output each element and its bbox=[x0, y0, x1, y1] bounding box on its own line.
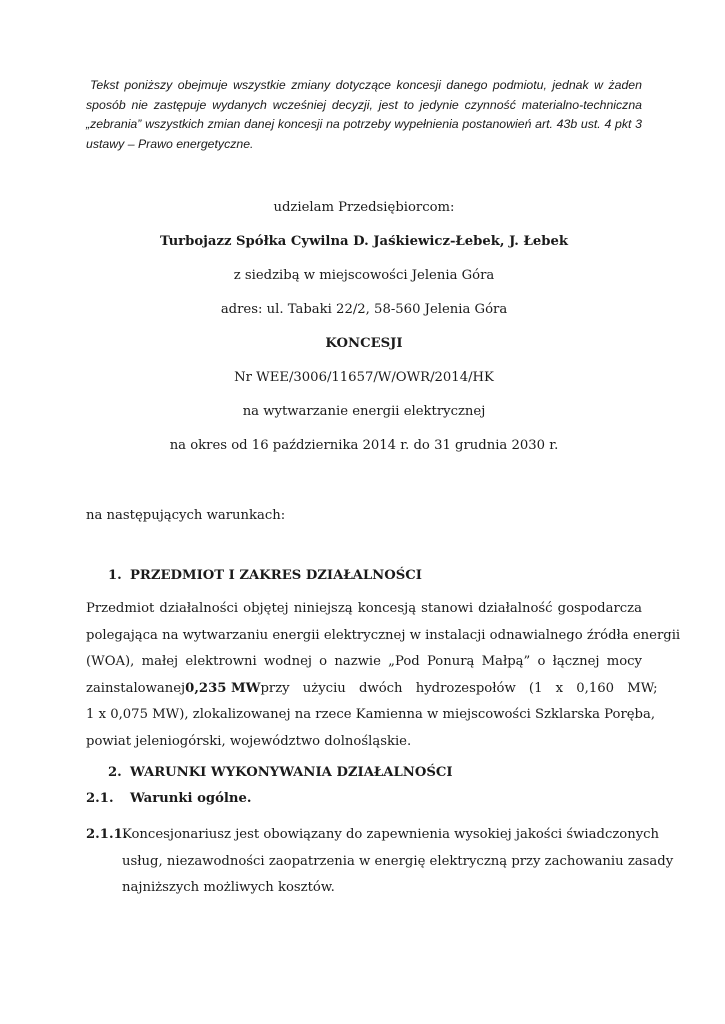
section-title: Warunki ogólne. bbox=[130, 791, 252, 806]
section-title: PRZEDMIOT I ZAKRES DZIAŁALNOŚCI bbox=[130, 568, 422, 583]
section-number: 2. bbox=[108, 765, 122, 780]
company-seat: z siedzibą w miejscowości Jelenia Góra bbox=[233, 268, 495, 283]
section-title: WARUNKI WYKONYWANIA DZIAŁALNOŚCI bbox=[130, 765, 453, 780]
installed-power-value: 0,235 MW bbox=[185, 680, 261, 696]
clause-line: usług, niezawodności zaopatrzenia w energię elektryczną przy zachowaniu zasady bbox=[122, 853, 674, 869]
section-number: 2.1. bbox=[86, 791, 114, 806]
clause-line: Koncesjonariusz jest obowiązany do zapewnienia wysokiej jakości świadczonych bbox=[122, 827, 660, 842]
concession-period: na okres od 16 października 2014 r. do 31 grudnia 2030 r. bbox=[169, 438, 559, 453]
section-1-heading bbox=[108, 568, 422, 583]
clause-number: 2.1.1. bbox=[86, 827, 128, 842]
grant-intro: udzielam Przedsiębiorcom: bbox=[273, 200, 455, 215]
section-1-body bbox=[86, 596, 681, 755]
concession-scope: na wytwarzanie energii elektrycznej bbox=[242, 404, 486, 419]
document-title: KONCESJI bbox=[325, 336, 403, 351]
section-number: 1. bbox=[108, 568, 122, 583]
clause-body bbox=[122, 822, 674, 902]
conditions-intro: na następujących warunkach: bbox=[86, 508, 286, 523]
body-line: 1 x 0,075 MW), zlokalizowanej na rzece Kamienna w miejscowości Szklarska Poręba, bbox=[86, 707, 656, 722]
body-line-power bbox=[86, 676, 658, 703]
body-line: Przedmiot działalności objętej niniejszą koncesją stanowi działalność gospodarcza bbox=[86, 601, 642, 616]
company-address: adres: ul. Tabaki 22/2, 58-560 Jelenia Góra bbox=[220, 302, 508, 317]
company-name: Turbojazz Spółka Cywilna D. Jaśkiewicz-Łebek, J. Łebek bbox=[159, 234, 568, 249]
clause-line: najniższych możliwych kosztów. bbox=[122, 880, 335, 895]
body-line: polegająca na wytwarzaniu energii elektrycznej w instalacji odnawialnego źródła energii bbox=[86, 627, 681, 643]
body-line: powiat jeleniogórski, województwo dolnośląskie. bbox=[86, 733, 412, 749]
body-line: (WOA), małej elektrowni wodnej o nazwie „Pod Ponurą Małpą” o łącznej mocy bbox=[86, 654, 642, 669]
section-2-1-heading bbox=[86, 791, 251, 806]
power-prefix: zainstalowanej bbox=[86, 680, 186, 696]
intro-note: Tekst poniższy obejmuje wszystkie zmiany dotyczące koncesji danego podmiotu, jednak w żaden sposób nie zastępuje wydanych wcześniej decyzji, jest to jedynie czynność materialno-techniczna „zebrania” wszystkich zmian danej koncesji na potrzeby wypełnienia postanowień art. 43b ust. 4 pkt 3 ustawy – Prawo energetyczne. bbox=[86, 78, 642, 151]
section-2-heading bbox=[108, 765, 453, 780]
power-suffix: przy użyciu dwóch hydrozespołów (1 x 0,160 MW; bbox=[260, 680, 658, 696]
concession-number: Nr WEE/3006/11657/W/OWR/2014/HK bbox=[234, 370, 494, 385]
